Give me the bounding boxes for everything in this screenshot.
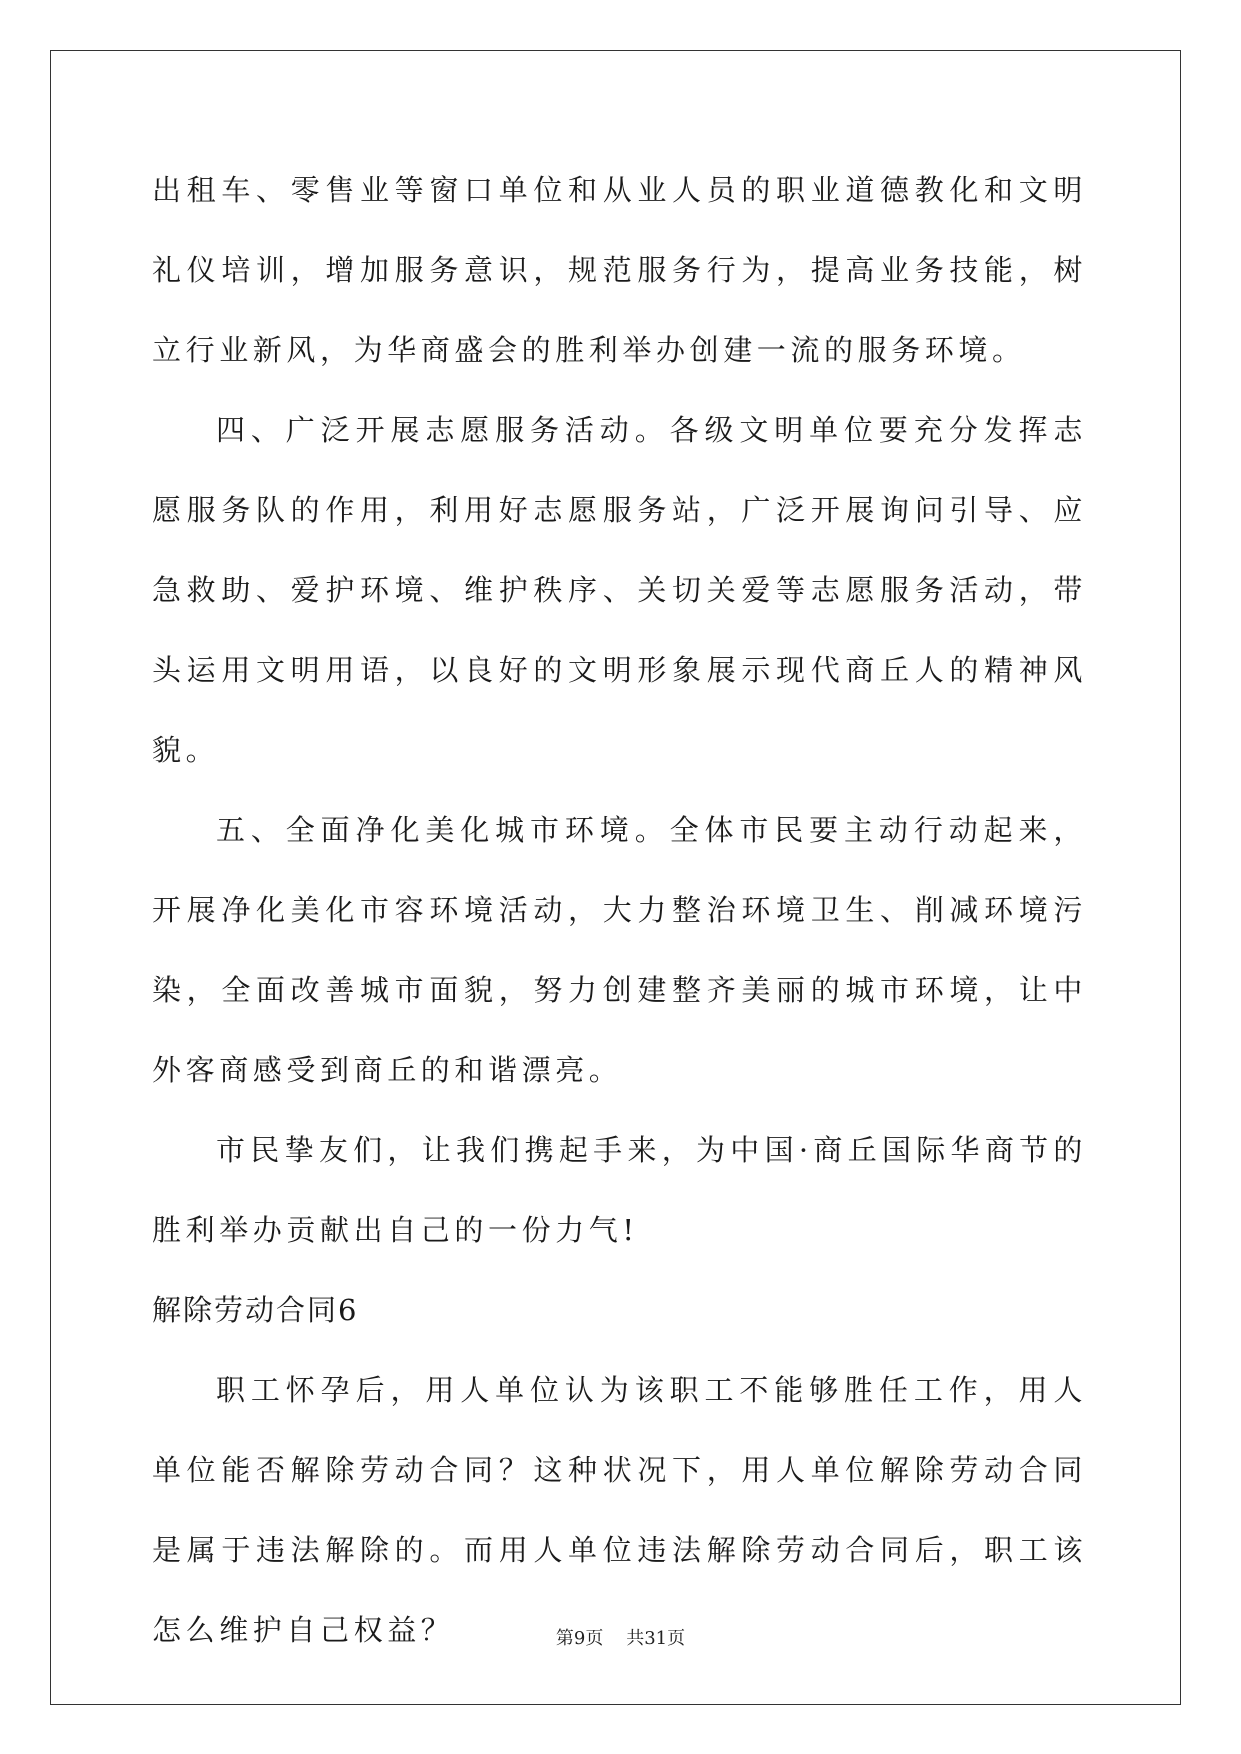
document-body	[152, 150, 1087, 1670]
paragraph-city-environment: 五、全面净化美化城市环境。全体市民要主动行动起来，开展净化美化市容环境活动，大力整治环境卫生、削减环境污染，全面改善城市面貌，努力创建整齐美丽的城市环境，让中外客商感受到商丘的和谐漂亮。	[152, 813, 1087, 1087]
page-footer	[0, 1624, 1241, 1650]
paragraph-closing-appeal: 市民挚友们，让我们携起手来，为中国·商丘国际华商节的胜利举办贡献出自己的一份力气!	[152, 1133, 1087, 1247]
paragraph-continuation: 出租车、零售业等窗口单位和从业人员的职业道德教化和文明礼仪培训，增加服务意识，规范服务行为，提高业务技能，树立行业新风，为华商盛会的胜利举办创建一流的服务环境。	[152, 173, 1087, 367]
section-heading: 解除劳动合同6	[152, 1293, 359, 1327]
paragraph-volunteer-service: 四、广泛开展志愿服务活动。各级文明单位要充分发挥志愿服务队的作用，利用好志愿服务站，广泛开展询问引导、应急救助、爱护环境、维护秩序、关切关爱等志愿服务活动，带头运用文明用语，以良好的文明形象展示现代商丘人的精神风貌。	[152, 413, 1087, 767]
page-number-label: 第9页 共31页	[555, 1628, 686, 1649]
paragraph-labor-contract: 职工怀孕后，用人单位认为该职工不能够胜任工作，用人单位能否解除劳动合同？这种状况下，用人单位解除劳动合同是属于违法解除的。而用人单位违法解除劳动合同后，职工该怎么维护自己权益？	[152, 1373, 1087, 1647]
